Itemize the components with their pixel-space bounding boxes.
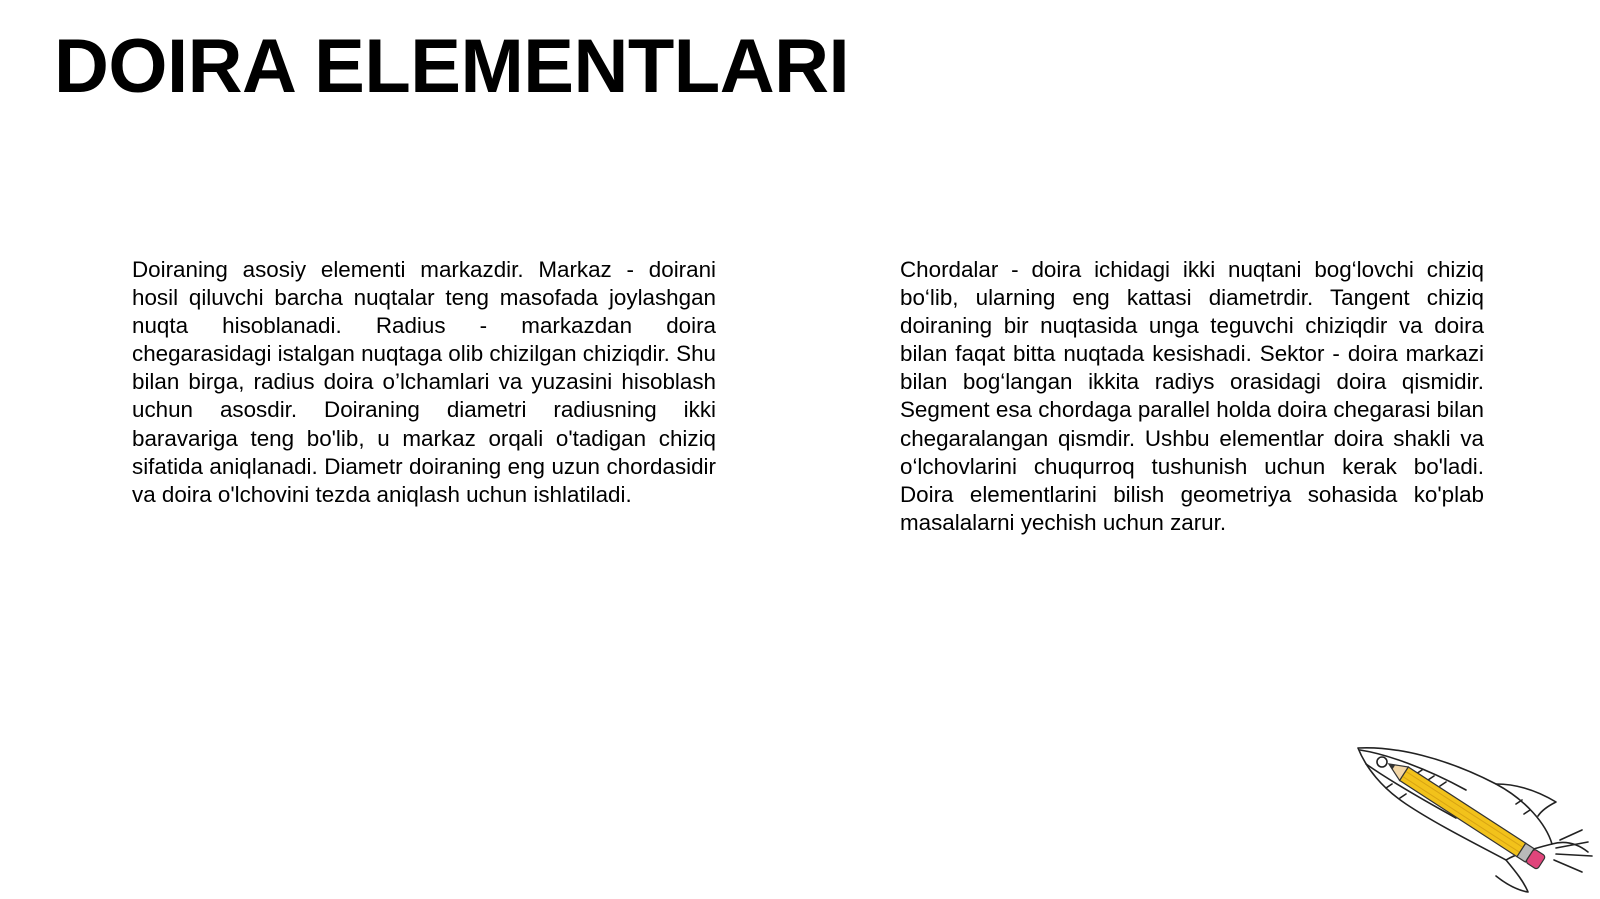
right-text-column: Chordalar - doira ichidagi ikki nuqtani bog‘lovchi chiziq bo‘lib, ularning eng kattasi diametrdir. Tangent chiziq doiraning bir nuqtasida unga teguvchi chiziqdir va doira bilan faqat bitta nuqtada kesishadi. Sektor - doira markazi bilan bog‘langan ikkita radiys orasidagi doira qismidir. Segment esa chordaga parallel holda doira chegarasi bilan chegaralangan qismdir. Ushbu elementlar doira shakli va o‘lchovlarini chuqurroq tushunish uchun kerak bo'ladi. Doira elementlarini bilish geometriya sohasida ko'plab masalalarni yechish uchun zarur. xyxy=(900,257,1484,535)
left-text-column: Doiraning asosiy elementi markazdir. Markaz - doirani hosil qiluvchi barcha nuqtalar teng masofada joylashgan nuqta hisoblanadi. Radius - markazdan doira chegarasidagi istalgan nuqtaga olib chizilgan chiziqdir. Shu bilan birga, radius doira o’lchamlari va yuzasini hisoblash uchun asosdir. Doiraning diametri radiusning ikki baravariga teng bo'lib, u markaz orqali o'tadigan chiziq sifatida aniqlanadi. Diametr doiraning eng uzun chordasidir va doira o'lchovini tezda aniqlash uchun ishlatiladi. xyxy=(132,257,716,507)
slide-title: DOIRA ELEMENTLARI xyxy=(54,24,850,109)
pencil-rocket-icon xyxy=(1356,744,1596,894)
